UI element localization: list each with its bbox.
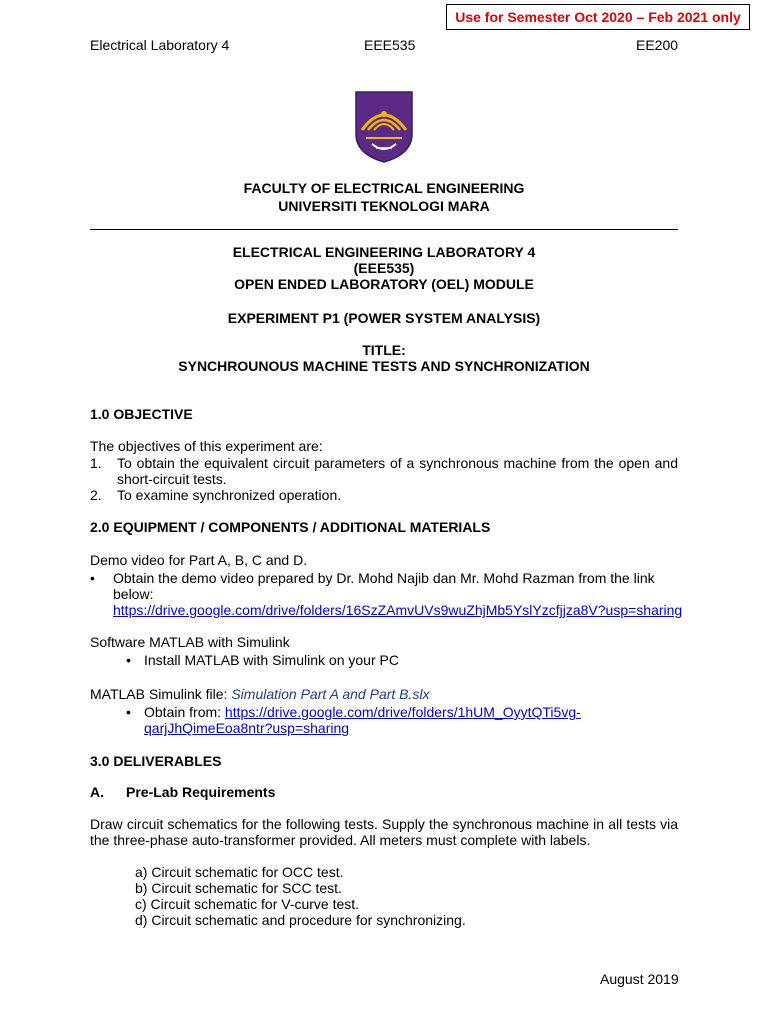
objective-list (90, 455, 678, 503)
prelab-paragraph (90, 816, 678, 848)
semester-notice: Use for Semester Oct 2020 – Feb 2021 only (446, 4, 750, 30)
list-item (90, 455, 678, 487)
list-number: 2. (90, 487, 102, 503)
software-bullet-text: Install MATLAB with Simulink on your PC (144, 652, 399, 668)
software-intro: Software MATLAB with Simulink (90, 634, 290, 650)
footer-date: August 2019 (600, 971, 679, 987)
objective-text-line: To examine synchronized operation. (117, 487, 342, 503)
list-item: b) Circuit schematic for SCC test. (135, 880, 342, 896)
title-block (90, 342, 678, 374)
paragraph-line: the three-phase auto-transformer provided. All meters must complete with labels. (90, 832, 591, 848)
title-text: SYNCHROUNOUS MACHINE TESTS AND SYNCHRONIZATION (178, 358, 590, 374)
university-name: UNIVERSITI TEKNOLOGI MARA (278, 198, 490, 214)
header-course-code: EEE535 (364, 37, 416, 53)
prelab-subheading (90, 784, 276, 800)
simulink-file-link-continued[interactable]: qarjJhQimeEoa8ntr?usp=sharing (144, 720, 350, 736)
simulink-file-label: MATLAB Simulink file: (90, 686, 232, 702)
course-block (90, 244, 678, 292)
list-item (90, 487, 678, 503)
simulink-file-link[interactable]: https://drive.google.com/drive/folders/1hUM_OyytQTi5vg- (224, 704, 581, 720)
faculty-name: FACULTY OF ELECTRICAL ENGINEERING (243, 180, 525, 196)
list-item: c) Circuit schematic for V-curve test. (135, 896, 360, 912)
header-program-code: EE200 (636, 37, 679, 53)
module-title: OPEN ENDED LABORATORY (OEL) MODULE (234, 276, 534, 292)
course-code: (EEE535) (353, 260, 415, 276)
list-item (126, 652, 399, 668)
paragraph-line: Draw circuit schematics for the following tests. Supply the synchronous machine in all tests via (90, 816, 678, 832)
bullet-icon: • (126, 704, 131, 720)
objective-text-line: short-circuit tests. (117, 471, 227, 487)
university-crest-logo (354, 90, 414, 164)
obtain-from-label: Obtain from: (144, 704, 225, 720)
list-item (90, 570, 683, 618)
objective-heading: 1.0 OBJECTIVE (90, 406, 193, 422)
equipment-heading: 2.0 EQUIPMENT / COMPONENTS / ADDITIONAL MATERIALS (90, 519, 491, 535)
experiment-title: EXPERIMENT P1 (POWER SYSTEM ANALYSIS) (227, 310, 541, 326)
deliverables-heading: 3.0 DELIVERABLES (90, 753, 222, 769)
demo-intro: Demo video for Part A, B, C and D. (90, 552, 308, 568)
subheading-letter: A. (90, 784, 104, 800)
subheading-title: Pre-Lab Requirements (126, 784, 276, 800)
demo-video-link[interactable]: https://drive.google.com/drive/folders/16SzZAmvUVs9wuZhjMb5YslYzcfjjza8V?usp=sharing (113, 602, 683, 618)
list-item: d) Circuit schematic and procedure for synchronizing. (135, 912, 466, 928)
course-title: ELECTRICAL ENGINEERING LABORATORY 4 (232, 244, 536, 260)
prelab-list (135, 864, 466, 928)
list-item: a) Circuit schematic for OCC test. (135, 864, 344, 880)
bullet-icon: • (126, 652, 131, 668)
simulink-file-name: Simulation Part A and Part B.slx (231, 686, 430, 702)
list-item (126, 704, 604, 736)
demo-bullet-text: Obtain the demo video prepared by Dr. Mohd Najib dan Mr. Mohd Razman from the link (113, 570, 655, 586)
title-label: TITLE: (362, 342, 406, 358)
simulink-file-line (90, 686, 678, 702)
header-divider (90, 229, 678, 230)
bullet-icon: • (90, 570, 95, 586)
objective-intro: The objectives of this experiment are: (90, 438, 323, 454)
list-number: 1. (90, 455, 102, 471)
objective-text-line: To obtain the equivalent circuit parameters of a synchronous machine from the open and (117, 455, 678, 471)
faculty-title (90, 179, 678, 215)
header-course-name: Electrical Laboratory 4 (90, 37, 230, 53)
demo-bullet-text: below: (113, 586, 154, 602)
